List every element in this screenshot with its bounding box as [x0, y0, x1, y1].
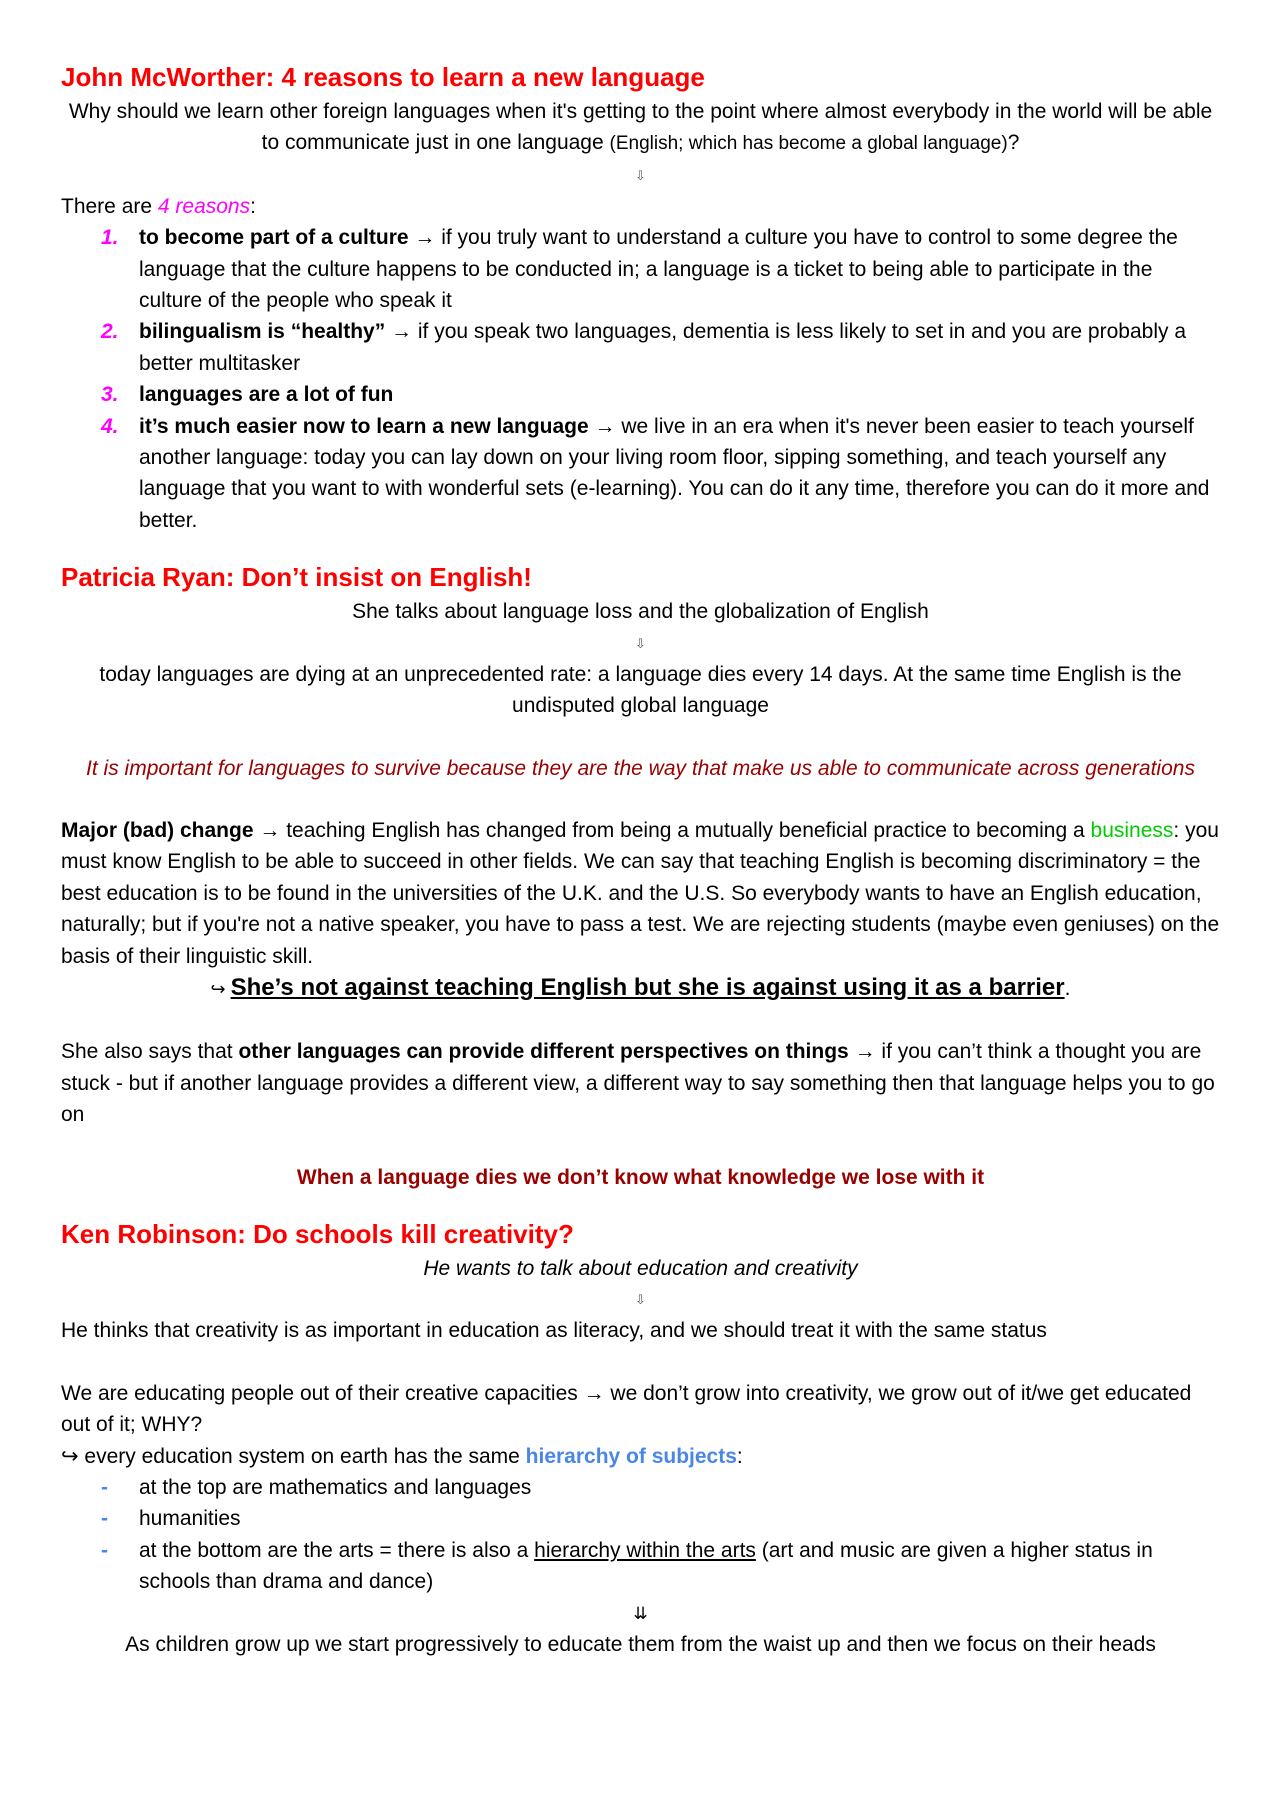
reasons-intro: [61, 191, 1220, 222]
hierarchy-list: [61, 1472, 1220, 1598]
list-item: [61, 222, 1220, 316]
double-down-arrow-icon: ⇊: [633, 1603, 648, 1623]
section-subtitle: She talks about language loss and the globalization of English: [352, 600, 929, 624]
list-item-text: humanities: [139, 1507, 241, 1531]
section-title-ryan: Patricia Ryan: Don’t insist on English!: [61, 562, 532, 593]
major-change-label: Major (bad) change: [61, 818, 254, 842]
major-change-text: → teaching English has changed from being a mutually beneficial practice to becoming a: [253, 818, 1091, 842]
spacer: [61, 1193, 1220, 1215]
list-item-heading: it’s much easier now to learn a new language: [139, 414, 589, 438]
list-item-heading: to become part of a culture: [139, 226, 409, 250]
intro-text: Why should we learn other foreign languages when it's getting to the point where almost everybody in the world will be able to communicate just in one language: [68, 100, 1213, 155]
hierarchy-intro-text: ↪ every education system on earth has the same: [61, 1444, 526, 1468]
spacer: [61, 1131, 1220, 1162]
list-item-heading: bilingualism is “healthy”: [139, 320, 386, 344]
survival-quote: It is important for languages to survive because they are the way that make us able to communicate across generations: [86, 756, 1195, 780]
dash-bullet: -: [101, 1507, 108, 1531]
list-item: [61, 379, 1220, 410]
list-item-text: → if you truly want to understand a culture you have to control to some degree the language that the culture happens to be conducted in; a language is a ticket to being able to participate in the culture of the people who speak it: [139, 226, 1178, 313]
educating-out-paragraph: We are educating people out of their creative capacities → we don’t grow into creativity, we grow out of it/we get educated out of it; WHY?: [61, 1381, 1192, 1437]
list-number: 2.: [101, 320, 119, 344]
perspectives-intro: She also says that: [61, 1040, 239, 1064]
barrier-statement: [61, 972, 1220, 1005]
down-arrow-icon: ⇩: [635, 167, 646, 183]
hierarchy-intro: [61, 1441, 1220, 1472]
hook-arrow-icon: ↪: [210, 978, 231, 999]
list-item-text: → we live in an era when it's never been easier to teach yourself another language: today you can lay down on your living room floor, sipping something, and teach yourself any language that you want to with wonderful sets (e-learning). You can do it any time, therefore you can do it more and better.: [139, 414, 1210, 532]
spacer: [61, 784, 1220, 815]
reasons-count: 4 reasons: [157, 194, 251, 218]
section-title-mcworther: John McWorther: 4 reasons to learn a new language: [61, 62, 705, 92]
hierarchy-highlight: hierarchy of subjects: [525, 1444, 737, 1468]
hierarchy-colon: :: [736, 1444, 743, 1468]
creativity-paragraph: He thinks that creativity is as important in education as literacy, and we should treat it with the same status: [61, 1319, 1047, 1343]
list-item-text-cont: (art and music are given a higher status in schools than drama and dance): [139, 1538, 1153, 1594]
list-number: 3.: [101, 383, 119, 407]
list-number: 1.: [101, 226, 119, 250]
list-item: [61, 1535, 1220, 1598]
list-item: [61, 411, 1220, 537]
down-arrow-icon: ⇩: [635, 635, 646, 651]
list-item: [61, 316, 1220, 379]
list-item-heading: languages are a lot of fun: [139, 383, 394, 407]
business-highlight: business: [1090, 818, 1174, 842]
reasons-list: [61, 222, 1220, 536]
down-arrow-icon: ⇩: [635, 1292, 646, 1308]
perspectives-paragraph: [61, 1036, 1220, 1130]
major-change-text-cont: : you must know English to be able to succeed in other fields. We can say that teaching English is becoming discriminatory = the best education is to be found in the universities of the U.K. and the U.S. So everybody wants to have an English education, naturally; but if you're not a native speaker, you have to pass a test. We are rejecting students (maybe even geniuses) on the basis of their linguistic skill.: [61, 818, 1220, 968]
intro-question: [61, 96, 1220, 160]
spacer: [61, 1347, 1220, 1378]
list-number: 4.: [101, 414, 119, 438]
section-title-robinson: Ken Robinson: Do schools kill creativity?: [61, 1218, 574, 1249]
section-subtitle: He wants to talk about education and creativity: [423, 1256, 858, 1280]
list-item-text: → if you speak two languages, dementia is less likely to set in and you are probably a better multitasker: [139, 320, 1186, 375]
spacer: [61, 536, 1220, 558]
intro-parenthetical: (English; which has become a global language): [609, 133, 1008, 155]
dash-bullet: -: [101, 1476, 108, 1499]
reasons-intro-text: There are: [61, 194, 158, 218]
barrier-period: .: [1064, 976, 1071, 1000]
list-item-text: at the top are mathematics and languages: [139, 1476, 532, 1499]
spacer: [61, 1005, 1220, 1036]
list-item: [61, 1472, 1220, 1503]
waist-up-paragraph: As children grow up we start progressively to educate them from the waist up and then we focus on their heads: [125, 1632, 1156, 1656]
reasons-colon: :: [250, 194, 256, 218]
list-item: [61, 1503, 1220, 1534]
intro-question-mark: ?: [1007, 131, 1020, 155]
perspectives-bold: other languages can provide different perspectives on things: [238, 1040, 849, 1064]
barrier-text: She’s not against teaching English but she is against using it as a barrier: [230, 973, 1065, 1001]
major-change-paragraph: [61, 815, 1220, 972]
language-loss-paragraph: today languages are dying at an unprecedented rate: a language dies every 14 days. At the same time English is the undisputed global language: [99, 662, 1182, 718]
arts-hierarchy-underlined: hierarchy within the arts: [534, 1538, 756, 1562]
list-item-text: at the bottom are the arts = there is also a: [139, 1538, 535, 1562]
perspectives-text: → if you can’t think a thought you are stuck - but if another language provides a different view, a different way to say something then that language helps you to go on: [61, 1040, 1215, 1127]
dash-bullet: -: [101, 1538, 108, 1562]
closing-statement: When a language dies we don’t know what knowledge we lose with it: [296, 1165, 985, 1189]
spacer: [61, 722, 1220, 753]
